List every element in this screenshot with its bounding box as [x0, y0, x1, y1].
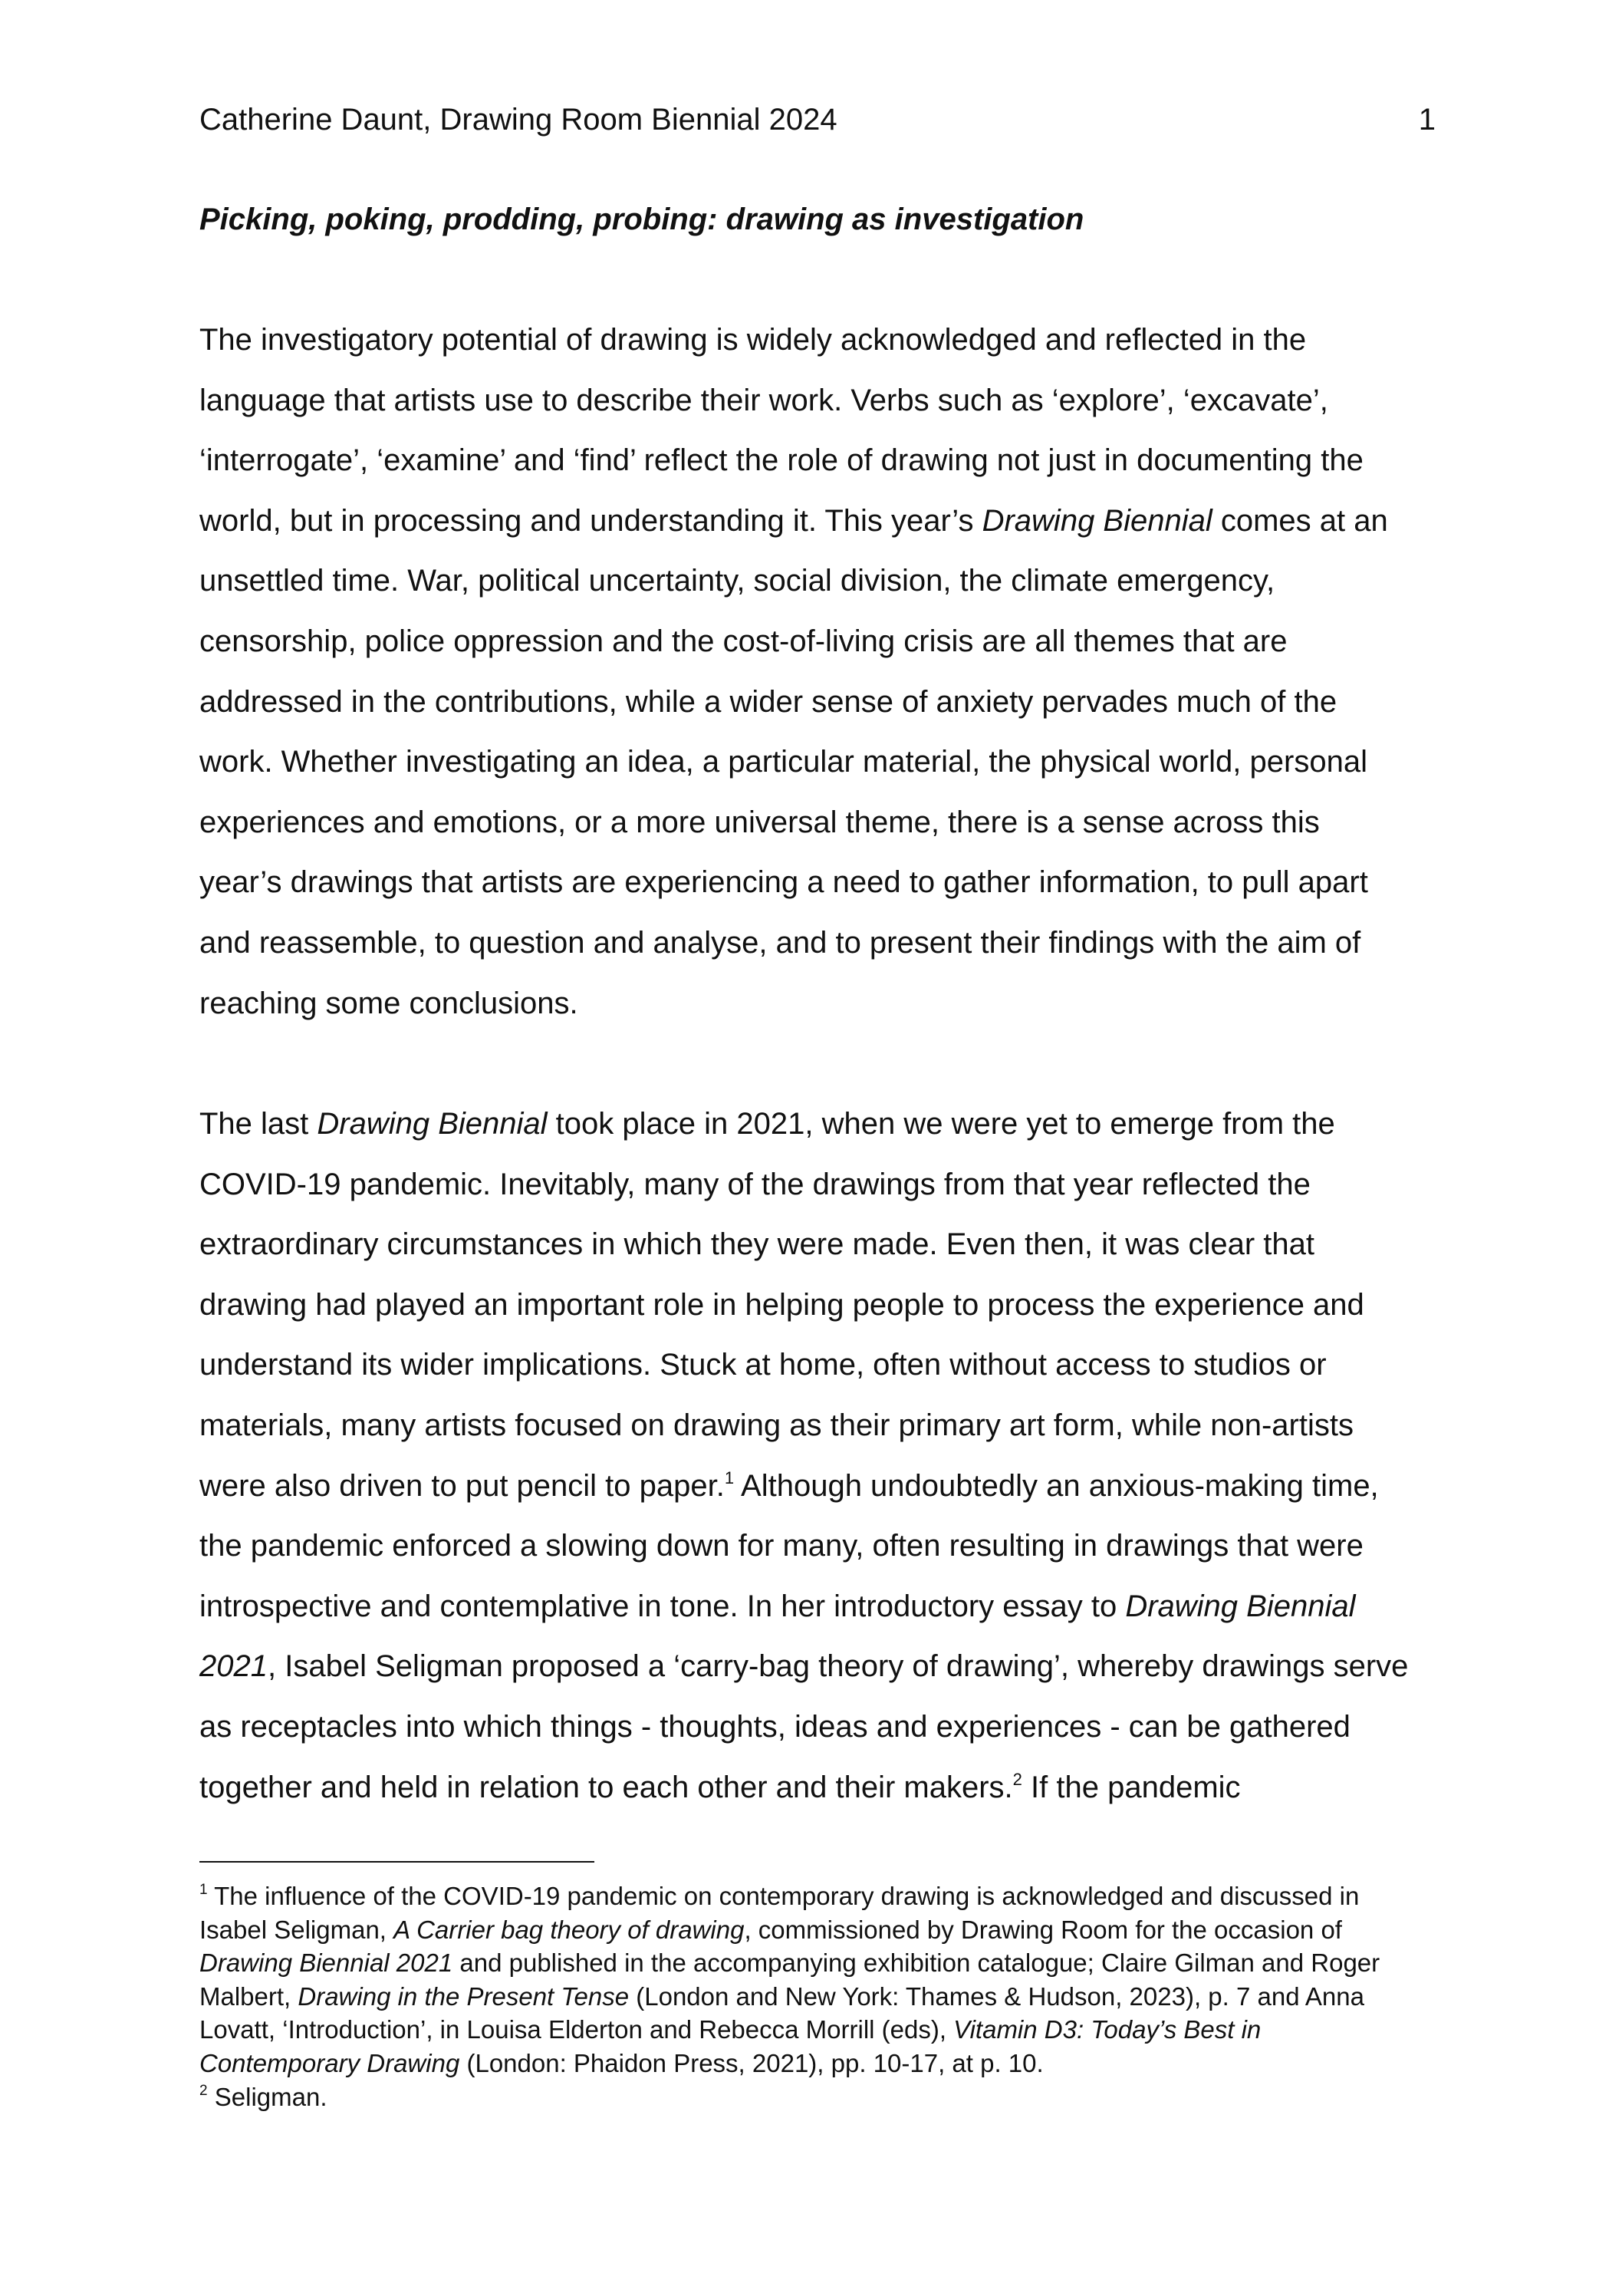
- text-run: The influence of the COVID-19 pandemic on contemporary drawing is acknowledged and discussed in: [207, 1882, 1360, 1910]
- footnote-ref-2[interactable]: 2: [1012, 1769, 1022, 1789]
- text-run: If the pandemic: [1022, 1770, 1241, 1804]
- paragraph-line: experiences and emotions, or a more universal theme, there is a sense across this: [199, 805, 1320, 839]
- footnote-1-line: [199, 2013, 1436, 2047]
- paragraph-line: work. Whether investigating an idea, a particular material, the physical world, personal: [199, 745, 1367, 779]
- text-run: Isabel Seligman,: [199, 1915, 394, 1944]
- italic-title: Drawing Biennial 2021: [199, 1948, 453, 1978]
- text-run: world, but in processing and understanding it. This year’s: [199, 503, 982, 538]
- footnote-number: 2: [199, 2082, 208, 2099]
- footnote-1-line: [199, 1879, 1436, 1913]
- text-run: together and held in relation to each other and their makers.: [199, 1770, 1013, 1804]
- footnote-2-line: [199, 2080, 1436, 2114]
- text-run: (London: Phaidon Press, 2021), pp. 10-17, at p. 10.: [459, 2048, 1044, 2077]
- paragraph-line: drawing had played an important role in helping people to process the experience and: [199, 1287, 1364, 1322]
- italic-title: Drawing Biennial: [982, 503, 1212, 538]
- text-run: Although undoubtedly an anxious-making time,: [734, 1468, 1379, 1503]
- text-run: Malbert,: [199, 1981, 298, 2011]
- footnote-ref-1[interactable]: 1: [724, 1468, 735, 1487]
- footnote-1-line: [199, 1913, 1436, 1947]
- paragraph-line: [199, 1636, 1436, 1697]
- text-run: , commissioned by Drawing Room for the occasion of: [744, 1915, 1342, 1944]
- paragraph-line: and reassemble, to question and analyse, and to present their findings with the aim of: [199, 925, 1361, 960]
- italic-title: Drawing Biennial: [1125, 1589, 1356, 1623]
- paragraph-line: year’s drawings that artists are experiencing a need to gather information, to pull apart: [199, 865, 1368, 900]
- footnote-separator: [199, 1861, 594, 1863]
- paragraph-line: materials, many artists focused on drawing as their primary art form, while non-artists: [199, 1408, 1354, 1442]
- text-run: , Isabel Seligman proposed a ‘carry-bag theory of drawing’, whereby drawings serve: [267, 1649, 1409, 1684]
- paragraph-line: [199, 1757, 1436, 1818]
- italic-title: Drawing Biennial: [317, 1107, 548, 1141]
- footnote-1-line: [199, 1946, 1436, 1980]
- text-run: (London and New York: Thames & Hudson, 2023), p. 7 and Anna: [629, 1981, 1364, 2011]
- paragraph-line: [199, 491, 1436, 552]
- paragraph-line: [199, 1456, 1436, 1517]
- text-run: Lovatt, ‘Introduction’, in Louisa Elderton and Rebecca Morrill (eds),: [199, 2015, 954, 2044]
- footnote-number: 1: [199, 1882, 208, 1898]
- paragraph-line: [199, 1094, 1436, 1155]
- paragraph-line: understand its wider implications. Stuck at home, often without access to studios or: [199, 1348, 1327, 1382]
- paragraph-line: extraordinary circumstances in which they were made. Even then, it was clear that: [199, 1227, 1314, 1262]
- italic-title: A Carrier bag theory of drawing: [393, 1915, 745, 1944]
- paragraph-line: addressed in the contributions, while a wider sense of anxiety pervades much of the: [199, 684, 1337, 719]
- text-run: and published in the accompanying exhibition catalogue; Claire Gilman and Roger: [452, 1948, 1380, 1978]
- footnotes: [199, 1879, 1436, 2113]
- text-run: comes at an: [1212, 503, 1388, 538]
- paragraph-line: language that artists use to describe their work. Verbs such as ‘explore’, ‘excavate’,: [199, 383, 1328, 417]
- italic-title: Vitamin D3: Today’s Best in: [953, 2015, 1262, 2044]
- paragraph-1: [199, 310, 1436, 1033]
- text-run: introspective and contemplative in tone. In her introductory essay to: [199, 1589, 1126, 1623]
- running-title: Catherine Daunt, Drawing Room Biennial 2024: [199, 103, 837, 137]
- running-header: [199, 98, 1436, 141]
- text-run: Seligman.: [207, 2082, 327, 2111]
- text-run: were also driven to put pencil to paper.: [199, 1468, 725, 1503]
- paragraph-line: The investigatory potential of drawing is widely acknowledged and reflected in the: [199, 323, 1307, 357]
- footnote-1-line: [199, 1980, 1436, 2014]
- paragraph-line: the pandemic enforced a slowing down for many, often resulting in drawings that were: [199, 1529, 1364, 1563]
- paragraph-line: ‘interrogate’, ‘examine’ and ‘find’ reflect the role of drawing not just in documenting the: [199, 443, 1364, 478]
- italic-title: 2021: [199, 1649, 268, 1684]
- paragraph-line: as receptacles into which things - thoughts, ideas and experiences - can be gathered: [199, 1709, 1351, 1744]
- essay-title: Picking, poking, prodding, probing: drawing as investigation: [199, 203, 1084, 236]
- paragraph-line: [199, 1576, 1436, 1637]
- text-run: The last: [199, 1107, 317, 1141]
- italic-title: Contemporary Drawing: [199, 2048, 460, 2077]
- page-number: 1: [1418, 103, 1436, 137]
- italic-title: Drawing in the Present Tense: [298, 1981, 630, 2011]
- paragraph-2: [199, 1094, 1436, 1817]
- paragraph-line: reaching some conclusions.: [199, 986, 578, 1020]
- text-run: took place in 2021, when we were yet to emerge from the: [547, 1107, 1335, 1141]
- paragraph-line: unsettled time. War, political uncertainty, social division, the climate emergency,: [199, 564, 1275, 598]
- footnote-1-line: [199, 2047, 1436, 2080]
- paragraph-line: censorship, police oppression and the cost-of-living crisis are all themes that are: [199, 624, 1288, 658]
- paragraph-line: COVID-19 pandemic. Inevitably, many of the drawings from that year reflected the: [199, 1167, 1311, 1201]
